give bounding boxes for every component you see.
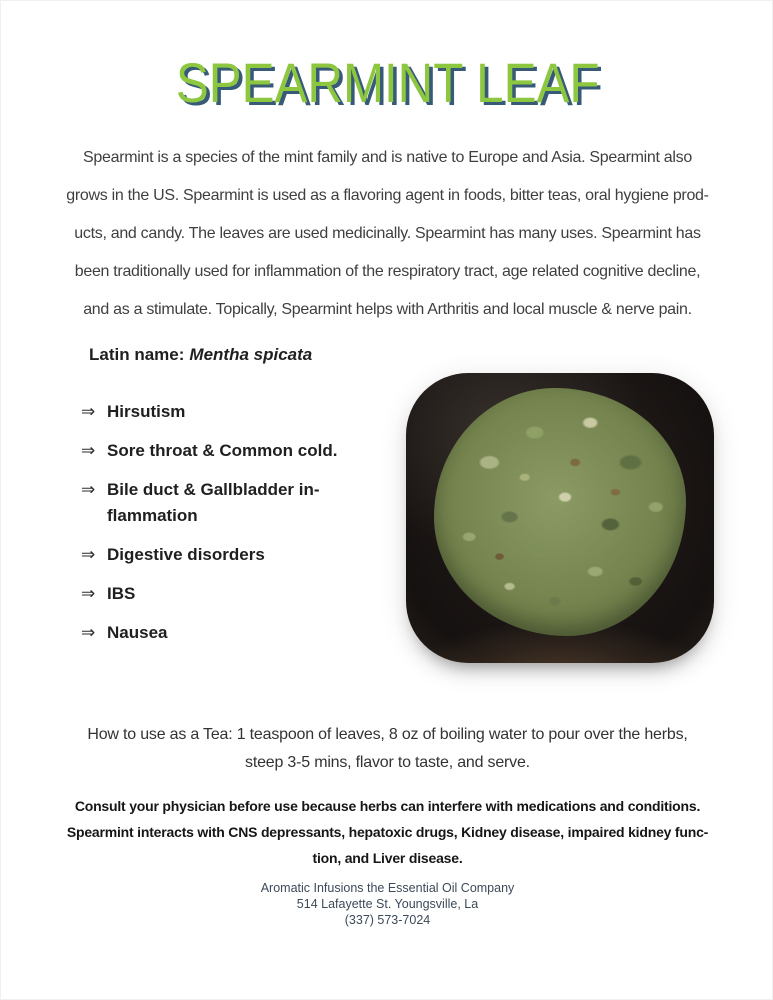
list-item-label-line2: flammation [107,506,198,525]
list-item [81,620,391,646]
latin-name-value: Mentha spicata [189,345,313,364]
intro-line: been traditionally used for inflammation of the respiratory tract, age related cognitive decline, [74,263,701,280]
list-item [81,477,391,529]
footer-phone: (337) 573-7024 [344,913,431,927]
list-item [81,399,391,425]
page-title [1,51,773,115]
spearmint-bowl-photo [406,373,714,663]
intro-line: Spearmint is a species of the mint family and is native to Europe and Asia. Spearmint also [83,149,692,166]
benefits-list [81,399,391,659]
black-bowl [406,373,714,663]
intro-line: ucts, and candy. The leaves are used medicinally. Spearmint has many uses. Spearmint has [74,225,701,242]
footer [1,880,773,928]
arrow-bullet-icon: ⇒ [81,623,96,642]
footer-company: Aromatic Infusions the Essential Oil Company [260,881,515,895]
arrow-bullet-icon: ⇒ [81,545,96,564]
tea-instructions-line: steep 3-5 mins, flavor to taste, and serve. [245,754,530,771]
warning-line: tion, and Liver disease. [312,850,463,866]
warning-text [1,793,773,871]
warning-line: Consult your physician before use because herbs can interfere with medications and conditions. [74,798,701,814]
intro-line: grows in the US. Spearmint is used as a flavoring agent in foods, bitter teas, oral hygiene prod- [66,187,709,204]
tea-instructions-line: How to use as a Tea: 1 teaspoon of leaves, 8 oz of boiling water to pour over the herbs, [87,726,688,743]
warning-line: Spearmint interacts with CNS depressants, hepatoxic drugs, Kidney disease, impaired kidney func- [66,824,709,840]
list-item-label: Hirsutism [107,402,186,421]
arrow-bullet-icon: ⇒ [81,402,96,421]
arrow-bullet-icon: ⇒ [81,480,96,499]
latin-name [89,345,312,365]
footer-address: 514 Lafayette St. Youngsville, La [296,897,479,911]
arrow-bullet-icon: ⇒ [81,441,96,460]
latin-name-label: Latin name: [89,345,185,364]
list-item [81,542,391,568]
list-item [81,581,391,607]
list-item-label: Bile duct & Gallbladder in- [107,480,320,499]
dried-spearmint-leaves [434,388,686,636]
page-title-text: SPEARMINT LEAF [175,51,600,114]
list-item [81,438,391,464]
list-item-label: Nausea [107,623,168,642]
intro-paragraph [1,139,773,329]
list-item-label: Digestive disorders [107,545,265,564]
list-item-label: IBS [107,584,136,603]
tea-instructions [1,721,773,777]
intro-line: and as a stimulate. Topically, Spearmint helps with Arthritis and local muscle & nerve pain. [83,301,692,318]
list-item-label: Sore throat & Common cold. [107,441,338,460]
arrow-bullet-icon: ⇒ [81,584,96,603]
